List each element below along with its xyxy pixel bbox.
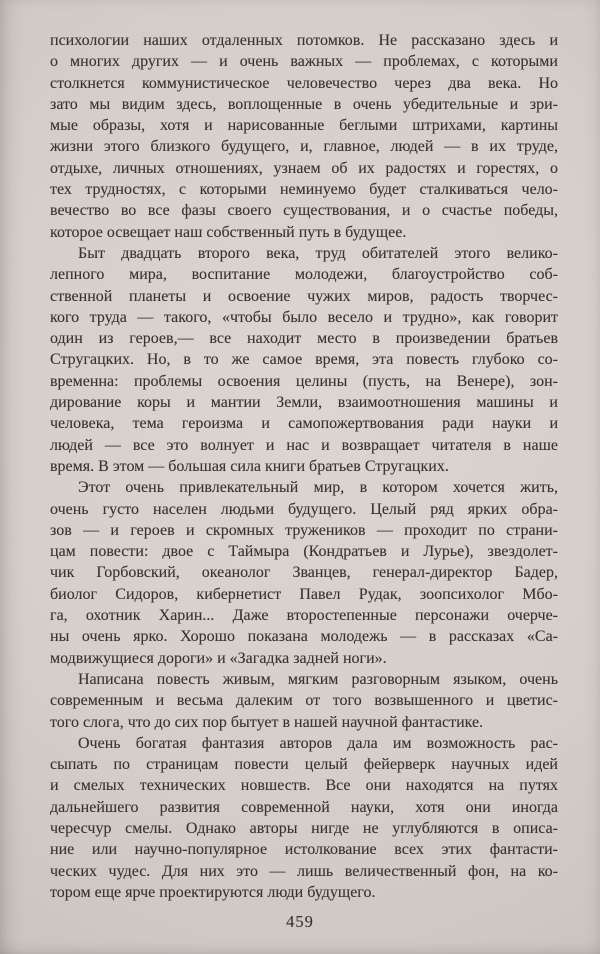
text-line: га, охотник Харин... Даже второстепенные персонажи очерче- xyxy=(50,607,558,625)
text-line: Очень богатая фантазия авторов дала им возможность рас- xyxy=(78,734,558,752)
text-line: современным и весьма далеким от того возвышенного и цветис- xyxy=(50,692,558,710)
paragraph xyxy=(50,477,558,669)
text-line: о многих других — и очень важных — проблемах, с которыми xyxy=(50,53,558,71)
text-line: очень густо населен людьми будущего. Целый ряд ярких обра- xyxy=(50,500,558,518)
page-number: 459 xyxy=(286,912,314,931)
text-line: мые образы, хотя и нарисованные беглыми штрихами, картины xyxy=(50,117,558,135)
text-line: вечество во все фазы своего существования, и о счастье победы, xyxy=(50,202,558,220)
text-line: дирование коры и мантии Земли, взаимоотношения машины и xyxy=(50,394,558,412)
text-block xyxy=(50,30,558,903)
text-line: время. В этом — большая сила книги братьев Стругацких. xyxy=(50,457,449,475)
text-line: Этот очень привлекательный мир, в котором хочется жить, xyxy=(78,479,558,497)
text-line: того слога, что до сих пор бытует в нашей научной фантастике. xyxy=(50,713,484,731)
text-line: модвижущиеся дороги» и «Загадка задней ноги». xyxy=(50,649,387,667)
text-line: кого труда — такого, «чтобы было весело и трудно», как говорит xyxy=(50,308,558,326)
text-line: временна: проблемы освоения целины (пусть, на Венере), зон- xyxy=(50,372,558,390)
text-line: ственной планеты и освоение чужих миров, радость творчес- xyxy=(50,287,558,305)
text-line: один из героев,— все находит место в произведении братьев xyxy=(50,330,558,348)
text-line: отдыхе, личных отношениях, узнаем об их радостях и горестях, о xyxy=(50,159,558,177)
paragraph xyxy=(50,30,558,243)
text-line: сыпать по страницам повести целый фейерверк научных идей xyxy=(50,756,558,774)
text-line: Стругацких. Но, в то же самое время, эта повесть глубоко со- xyxy=(50,351,558,369)
text-line: которое освещает наш собственный путь в будущее. xyxy=(50,223,407,241)
text-line: ческих чудес. Для них это — лишь величественный фон, на ко- xyxy=(50,862,558,880)
text-line: зов — и героев и скромных тружеников — проходит по страни- xyxy=(50,521,558,539)
text-line: людей — все это волнует и нас и возвращает читателя в наше xyxy=(50,436,558,454)
text-line: жизни этого близкого будущего, и, главное, людей — в их труде, xyxy=(50,138,558,156)
text-line: Написана повесть живым, мягким разговорным языком, очень xyxy=(78,670,558,688)
text-line: ны очень ярко. Хорошо показана молодежь — в рассказах «Са- xyxy=(50,628,558,646)
text-line: человека, тема героизма и самопожертвования ради науки и xyxy=(50,415,558,433)
text-line: ние или научно-популярное истолкование всех этих фантасти- xyxy=(50,841,558,859)
paragraph xyxy=(50,733,558,903)
text-line: психологии наших отдаленных потомков. Не рассказано здесь и xyxy=(50,32,558,49)
text-line: биолог Сидоров, кибернетист Павел Рудак, зоопсихолог Мбо- xyxy=(50,585,558,603)
text-line: столкнется коммунистическое человечество через два века. Но xyxy=(50,74,558,92)
text-line: зато мы видим здесь, воплощенные в очень убедительные и зри- xyxy=(50,95,558,113)
text-line: чересчур смелы. Однако авторы нигде не углубляются в описа- xyxy=(50,819,558,837)
text-line: тех трудностях, с которыми неминуемо будет сталкиваться чело- xyxy=(50,181,558,199)
paragraph xyxy=(50,669,558,733)
text-line: Быт двадцать второго века, труд обитателей этого велико- xyxy=(78,244,558,262)
text-line: дальнейшего развития современной науки, хотя они иногда xyxy=(50,798,558,816)
text-line: лепного мира, воспитание молодежи, благоустройство соб- xyxy=(50,266,558,284)
text-line: цам повести: двое с Таймыра (Кондратьев и Лурье), звездолет- xyxy=(50,543,558,561)
text-line: и смелых технических новшеств. Все они находятся на путях xyxy=(50,777,558,795)
text-line: тором еще ярче проектируются люди будущего. xyxy=(50,883,376,901)
paragraph xyxy=(50,243,558,477)
text-line: чик Горбовский, океанолог Званцев, генерал-директор Бадер, xyxy=(50,564,558,582)
